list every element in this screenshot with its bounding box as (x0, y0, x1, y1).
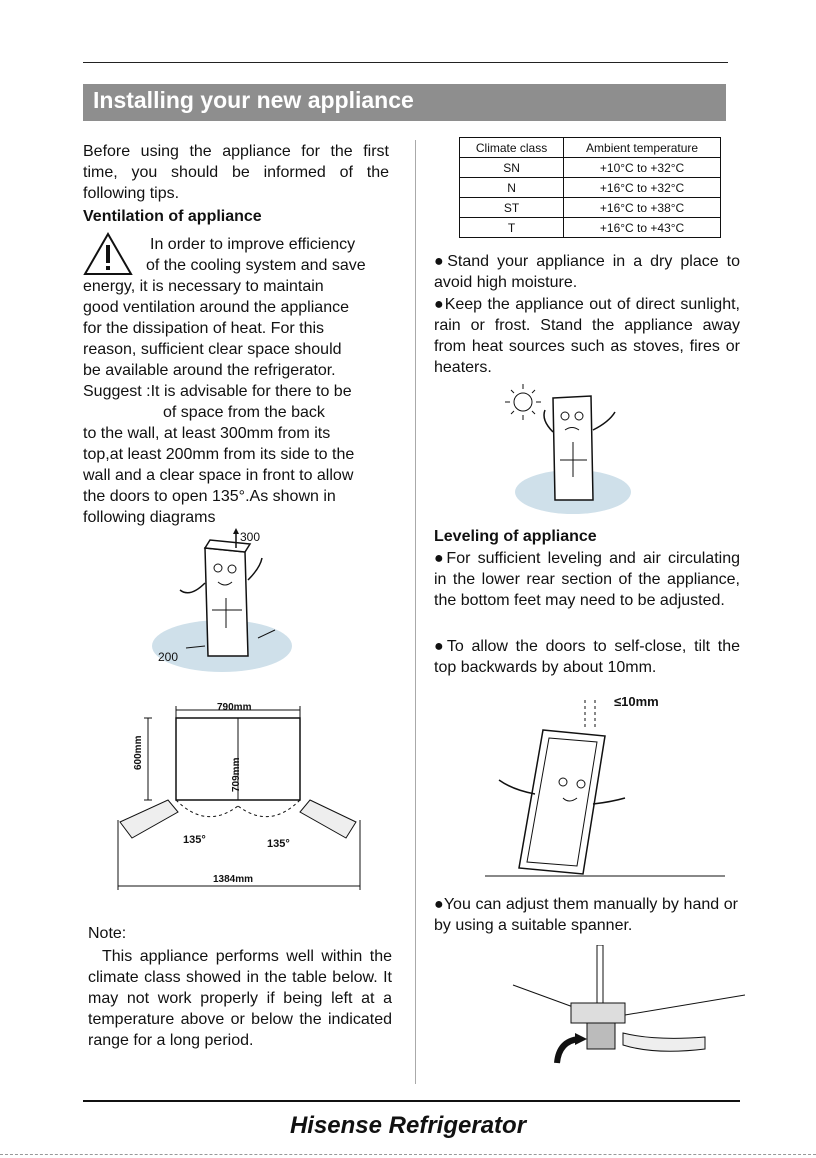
table-cell: +10°C to +32°C (564, 158, 721, 178)
bullet-spanner: ●You can adjust them manually by hand or by using a suitable spanner. (434, 896, 738, 934)
door-opening-diagram (110, 700, 370, 896)
bullet-text: For sufficient leveling and air circulating in the lower rear section of the appliance, the bottom feet may need to be adjusted. (434, 550, 741, 609)
warning-icon (83, 232, 133, 276)
tilted-fridge-illustration (485, 690, 725, 880)
table-cell: N (460, 178, 564, 198)
vent-line: reason, sufficient clear space should (83, 341, 342, 358)
angle-right-label: 135° (267, 838, 290, 850)
table-header: Ambient temperature (564, 138, 721, 158)
angle-left-label: 135° (183, 834, 206, 846)
table-row (460, 218, 721, 238)
table-row (460, 158, 721, 178)
clearance-top-label: 300 (240, 530, 261, 544)
table-row (460, 198, 721, 218)
bullet-text: Stand your appliance in a dry place to avoid high moisture. (434, 253, 740, 291)
table-cell: +16°C to +38°C (564, 198, 721, 218)
vent-line: following diagrams (83, 509, 216, 526)
vent-line: energy, it is necessary to maintain (83, 278, 324, 295)
top-rule (83, 62, 728, 63)
page-title: Installing your new appliance (93, 87, 414, 113)
table-cell: ST (460, 198, 564, 218)
clearance-side-label: 200 (158, 650, 179, 664)
depth-dimension-2: 709mm (231, 757, 242, 792)
bullet-text: To allow the doors to self-close, tilt the top backwards by about 10mm. (434, 638, 740, 676)
brand-footer: Hisense Refrigerator (289, 1112, 527, 1139)
table-cell: +16°C to +43°C (564, 218, 721, 238)
vent-line: the doors to open 135°.As shown in (83, 488, 336, 505)
table-cell: SN (460, 158, 564, 178)
width-dimension: 790mm (217, 702, 252, 713)
tilt-dimension: ≤10mm (614, 694, 659, 709)
vent-line: of space from the back (163, 404, 325, 421)
vent-line: of the cooling system and save (146, 257, 366, 274)
total-width-dimension: 1384mm (213, 874, 254, 885)
climate-table (459, 137, 721, 238)
vent-line: good ventilation around the appliance (83, 299, 349, 316)
note-text: This appliance performs well within the climate class showed in the table below. It may not work properly if being left at a temperature above or below the indicated range for a long period. (88, 948, 392, 1049)
ventilation-heading: Ventilation of appliance (83, 208, 262, 225)
vent-line: be available around the refrigerator. (83, 362, 336, 379)
vent-line: Suggest :It is advisable for there to be (83, 383, 352, 400)
sun-fridge-illustration (505, 382, 635, 517)
bullet-text: Keep the appliance out of direct sunlight, rain or frost. Stand the appliance away from heat sources such as stoves, fires or heaters. (434, 296, 740, 376)
footer-rule (83, 1100, 740, 1102)
bullet-tilt: ●To allow the doors to self-close, tilt the top backwards by about 10mm. (434, 638, 740, 676)
page-edge (0, 1154, 816, 1155)
table-header-row (460, 138, 721, 158)
leveling-heading: Leveling of appliance (434, 528, 597, 545)
intro-paragraph: Before using the appliance for the first time, you should be informed of the following tips. (83, 143, 389, 202)
column-divider (415, 140, 416, 1084)
table-row (460, 178, 721, 198)
table-cell: T (460, 218, 564, 238)
bullet-text: You can adjust them manually by hand or by using a suitable spanner. (434, 896, 738, 934)
bullet-sunlight: ●Keep the appliance out of direct sunlight, rain or frost. Stand the appliance away from heat sources such as stoves, fires or heaters. (434, 296, 740, 376)
bullet-dry-place: ●Stand your appliance in a dry place to avoid high moisture. (434, 253, 740, 291)
vent-line: top,at least 200mm from its side to the (83, 446, 355, 463)
depth-dimension-1: 600mm (133, 735, 144, 770)
table-header: Climate class (460, 138, 564, 158)
note-title: Note: (88, 925, 127, 942)
vent-line: In order to improve efficiency (150, 236, 356, 253)
table-cell: +16°C to +32°C (564, 178, 721, 198)
vent-line: for the dissipation of heat. For this (83, 320, 325, 337)
section-banner (83, 84, 726, 121)
vent-line: wall and a clear space in front to allow (83, 467, 354, 484)
bullet-leveling: ●For sufficient leveling and air circulating in the lower rear section of the appliance, the bottom feet may need to be adjusted. (434, 550, 741, 609)
adjust-feet-illustration (505, 945, 745, 1080)
vent-line: to the wall, at least 300mm from its (83, 425, 331, 442)
